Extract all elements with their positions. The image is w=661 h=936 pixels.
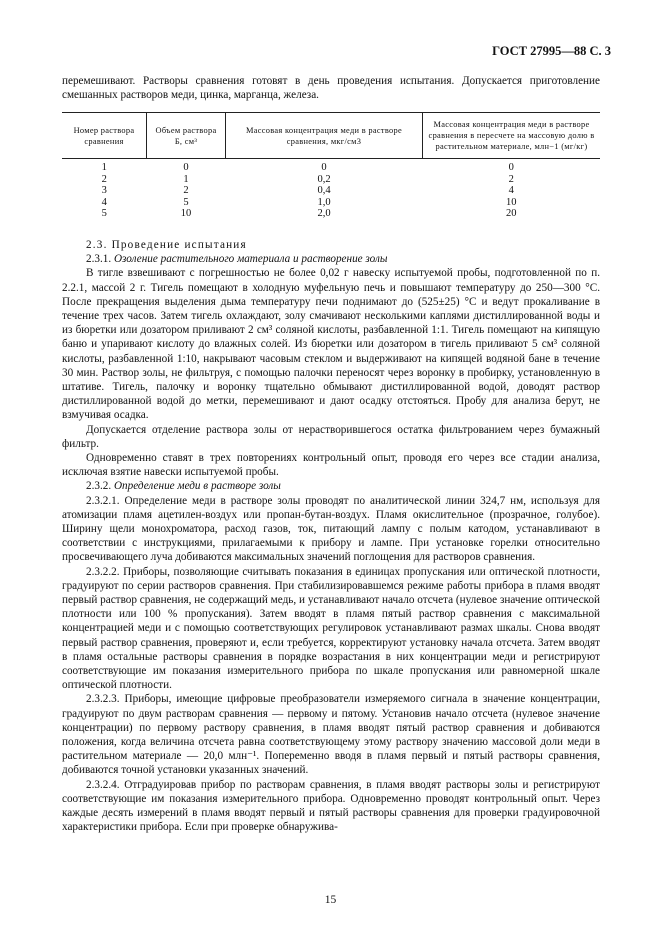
paragraph: 2.3.2.4. Отградуировав прибор по растворам сравнения, в пламя вводят растворы золы и регистрируют соответствующие им показания измерительного прибора. Одновременно проводят контрольный опыт. Через каждые десять измерений в пламя вводят первый и пятый растворы сравнения для проверки градуировочной характеристики прибора. Если при проверке обнаружива-	[62, 778, 600, 834]
table-cell: 1	[101, 162, 107, 174]
paragraph: В тигле взвешивают с погрешностью не более 0,02 г навеску испытуемой пробы, подготовленной по п. 2.2.1, массой 2 г. Тигель помещают в холодную муфельную печь и повышают температуру до 250—300 °C. После прекращения выделения дыма температуру печи поднимают до (525±25) °C и ведут прокаливание в течение трех часов. Затем тигель охлаждают, золу смачивают несколькими каплями дистиллированной воды и из бюретки или дозатором приливают 2 см³ соляной кислоты, разбавленной 1:1. Тигель помещают на кипящую баню и упаривают кислоту до влажных солей. Из бюретки или дозатором в тигель приливают 5 см³ соляной кислоты, разбавленной 1:10, накрывают часовым стеклом и выдерживают на кипящей водяной бане в течение 30 мин. Раствор золы, не фильтруя, с помощью палочки переносят через воронку в пробирку, установленную в штативе. Тигель, палочку и воронку тщательно обмывают дистиллированной водой, доводят раствор дистиллированной водой до метки, перемешивают и дают осадку отстояться. Пробу для анализа берут, не взмучивая осадка.	[62, 267, 600, 422]
page-content	[62, 74, 600, 834]
subsection-title: Озоление растительного материала и растворение золы	[113, 253, 388, 266]
table-cell: 3	[101, 185, 107, 197]
table-cell: 2	[508, 173, 514, 185]
column-header: Массовая концентрация меди в растворе сравнения в пересчете на массовую долю в растительном материале, млн−1 (мг/кг)	[423, 113, 601, 159]
table-cell: 10	[180, 208, 192, 220]
reference-solutions-table	[62, 112, 600, 220]
table-cell: 20	[506, 208, 517, 220]
paragraph: Одновременно ставят в трех повторениях контрольный опыт, проводя его через все стадии анализа, исключая взятие навески испытуемой пробы.	[62, 451, 600, 479]
table-row	[62, 197, 600, 209]
table-cell: 10	[506, 196, 517, 208]
table-cell: 4	[101, 196, 107, 208]
paragraph: Допускается отделение раствора золы от нерастворившегося остатка фильтрованием через бумажный фильтр.	[62, 423, 600, 450]
subsection-heading	[62, 252, 600, 266]
table-cell: 0,4	[317, 185, 331, 197]
table-cell: 5	[183, 196, 189, 208]
table-cell: 0	[183, 162, 189, 174]
table-cell: 2	[101, 173, 107, 185]
table-cell: 0,2	[317, 173, 331, 185]
table-cell: 1	[183, 173, 189, 185]
paragraph: 2.3.2.3. Приборы, имеющие цифровые преобразователи измеряемого сигнала в значение концентрации, градуируют по двум растворам сравнения — первому и пятому. Установив начало отсчета (нулевое значение концентрации) по первому раствору сравнения, в пламя вводят пятый раствор сравнения и добиваются положения, когда величина отсчета равна соответствующему этому раствору значению массовой доли меди в растительном материале — 20,0 млн⁻¹. Попеременно вводя в пламя первый и пятый растворы сравнения, добиваются точной установки указанных значений.	[62, 693, 600, 777]
table-header-row	[62, 113, 600, 159]
table-cell: 0	[508, 162, 514, 174]
table-cell: 1,0	[317, 196, 331, 208]
subsection-number: 2.3.2.	[86, 480, 112, 493]
paragraph: 2.3.2.1. Определение меди в растворе золы проводят по аналитической линии 324,7 нм, используя для атомизации пламя ацетилен-воздух или пропан-бутан-воздух. Пламя окислительное (прозрачное, голубое). Ширину щели монохроматора, расход газов, ток, питающий лампу с полым катодом, устанавливают в соответствии с инструкциями, прилагаемыми к прибору и лампе. При установке горелки относительно просвечивающего луча добиваются максимальных значений поглощения для растворов сравнения.	[62, 494, 600, 564]
paragraph: 2.3.2.2. Приборы, позволяющие считывать показания в единицах пропускания или оптической плотности, градуируют по серии растворов сравнения. При стабилизировавшемся режиме работы прибора в пламя вводят первый раствор сравнения, не содержащий медь, и устанавливают начало отсчета (нулевое значение оптической плотности или 100 % пропускания). Затем вводят в пламя пятый раствор сравнения с максимальной концентрацией меди и с помощью соответствующих регулировок устанавливают размах шкалы. Снова вводят первый раствор сравнения, проверяют и, если требуется, корректируют установку начала отсчета. Затем вводят в пламя остальные растворы сравнения в порядке возрастания в них концентрации меди и регистрируют соответствующие им показания измерительного прибора по шкале пропускания или равномерной шкале оптической плотности.	[62, 565, 600, 692]
table-row	[62, 185, 600, 197]
column-header: Объем раствора Б, см³	[147, 113, 226, 159]
column-header: Массовая концентрация меди в растворе сравнения, мкг/см3	[226, 113, 423, 159]
table-cell: 2	[183, 185, 189, 197]
table-cell: 0	[321, 162, 327, 174]
page-number: 15	[324, 894, 337, 906]
subsection-number: 2.3.1.	[86, 253, 112, 266]
intro-paragraph: перемешивают. Растворы сравнения готовят в день проведения испытания. Допускается приготовление смешанных растворов меди, цинка, марганца, железа.	[62, 75, 600, 102]
page-header: ГОСТ 27995—88 С. 3	[492, 44, 611, 58]
table-cell: 2,0	[317, 208, 331, 220]
table-row	[62, 159, 600, 174]
table-cell: 5	[101, 208, 107, 220]
column-header: Номер раствора сравнения	[62, 113, 147, 159]
subsection-title: Определение меди в растворе золы	[113, 480, 281, 493]
section-heading: 2.3. Проведение испытания	[86, 238, 247, 251]
subsection-heading	[62, 479, 600, 493]
table-row	[62, 174, 600, 186]
table-row	[62, 208, 600, 220]
table-cell: 4	[508, 185, 514, 197]
